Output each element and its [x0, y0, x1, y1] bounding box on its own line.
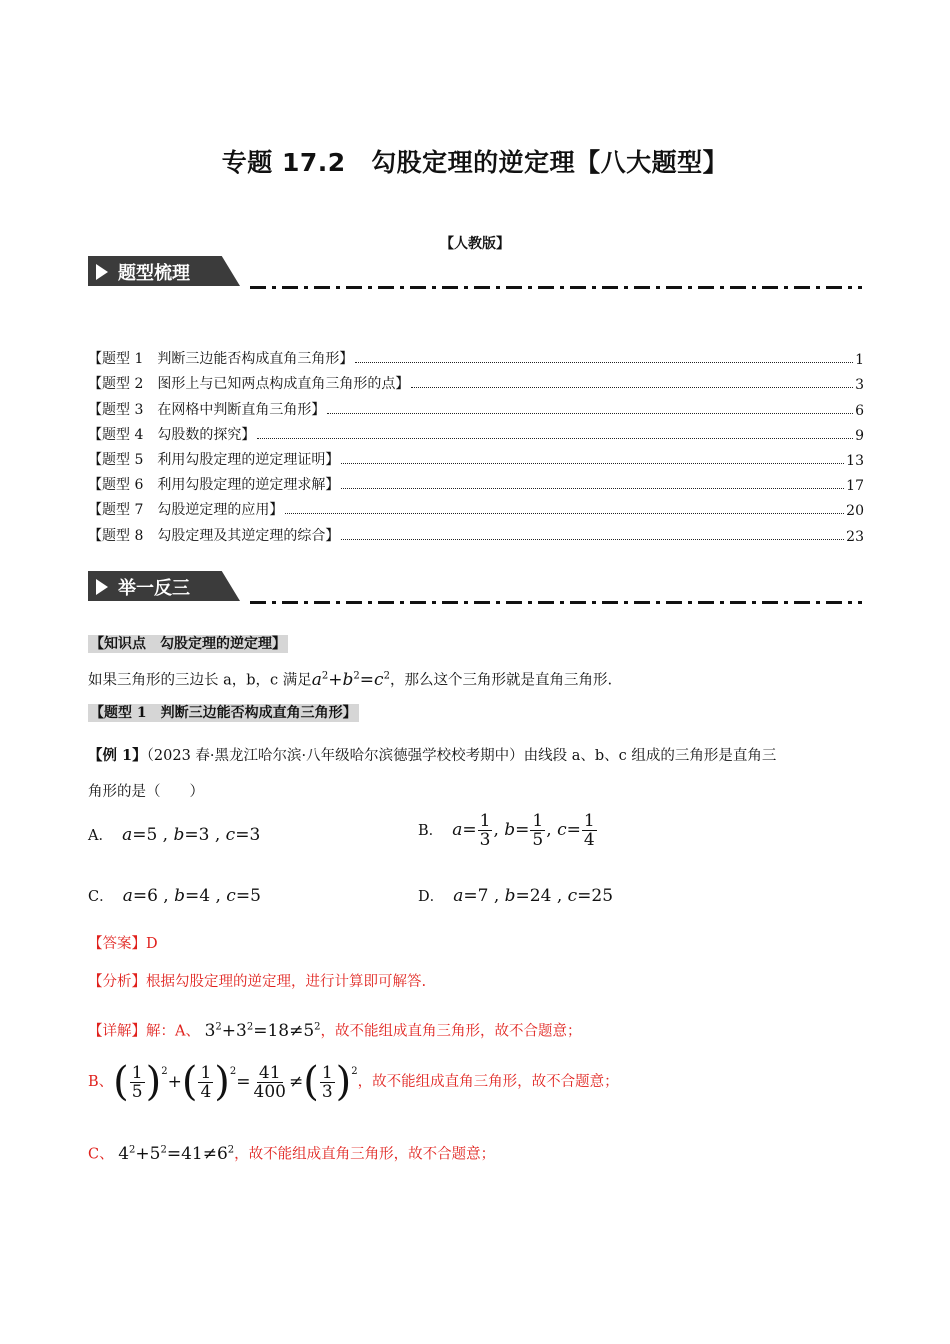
section-banner-overview	[88, 256, 248, 290]
detail-b: B、 ( $\frac{1}{5}$ ) $^2$ + ( $\frac{1}{4}$ ) $^2$ = $\frac{41}{400}$ ≠ ( $\frac{1}{3}$ ) $^2$ ，故不能组成直角三角形，故不合题意；	[88, 1059, 619, 1105]
dash-divider	[250, 286, 862, 289]
dash-divider	[250, 601, 862, 604]
toc-entry[interactable]: 【题型 3 在网格中判断直角三角形】 6	[88, 401, 864, 419]
toc-entry[interactable]: 【题型 1 判断三边能否构成直角三角形】 1	[88, 351, 864, 369]
option-b[interactable]: B． a= $\frac{1}{3}$ , b= $\frac{1}{5}$ , c= $\frac{1}{4}$	[418, 811, 595, 850]
knowledge-heading: 【知识点 勾股定理的逆定理】	[90, 636, 286, 652]
toc-entry[interactable]: 【题型 6 利用勾股定理的逆定理求解】 17	[88, 477, 864, 495]
edition-label: 【人教版】	[440, 236, 510, 252]
section-banner-examples	[88, 571, 248, 605]
answer: 【答案】D	[88, 936, 158, 952]
page-title: 专题 17.2 勾股定理的逆定理【八大题型】	[221, 148, 729, 177]
table-of-contents	[88, 343, 864, 545]
type1-heading: 【题型 1 判断三边能否构成直角三角形】	[90, 705, 357, 721]
option-c[interactable]: C． a=6 , b=4 , c=5	[88, 886, 261, 906]
toc-entry[interactable]: 【题型 4 勾股数的探究】 9	[88, 426, 864, 444]
toc-entry[interactable]: 【题型 5 利用勾股定理的逆定理证明】 13	[88, 451, 864, 469]
detail-c: C、 $4^2+5^2=41\ne 6^2$，故不能组成直角三角形，故不合题意；	[88, 1143, 496, 1164]
example-label: 【例 1】	[88, 747, 147, 764]
option-d[interactable]: D． a=7 , b=24 , c=25	[418, 886, 614, 906]
banner-label: 举一反三	[118, 578, 190, 599]
toc-entry[interactable]: 【题型 7 勾股逆定理的应用】 20	[88, 502, 864, 520]
analysis: 【分析】根据勾股定理的逆定理，进行计算即可解答.	[88, 974, 427, 990]
banner-label: 题型梳理	[118, 263, 190, 284]
play-triangle-icon	[96, 264, 108, 280]
knowledge-text: 如果三角形的三边长 a，b，c 满足$a^2+b^2=c^2$，那么这个三角形就是直角三角形.	[88, 669, 613, 690]
option-a[interactable]: A． a=5 , b=3 , c=3	[88, 825, 261, 845]
example-question: 【例 1】（2023 春·黑龙江哈尔滨·八年级哈尔滨德强学校校考期中）由线段 a、b、c 组成的三角形是直角三 角形的是（ ）	[88, 747, 777, 800]
detail-a: 【详解】解：A、 $3^2+3^2=18\ne 5^2$，故不能组成直角三角形，故不合题意；	[88, 1020, 582, 1041]
toc-entry[interactable]: 【题型 8 勾股定理及其逆定理的综合】 23	[88, 527, 864, 545]
toc-entry[interactable]: 【题型 2 图形上与已知两点构成直角三角形的点】 3	[88, 376, 864, 394]
play-triangle-icon	[96, 579, 108, 595]
